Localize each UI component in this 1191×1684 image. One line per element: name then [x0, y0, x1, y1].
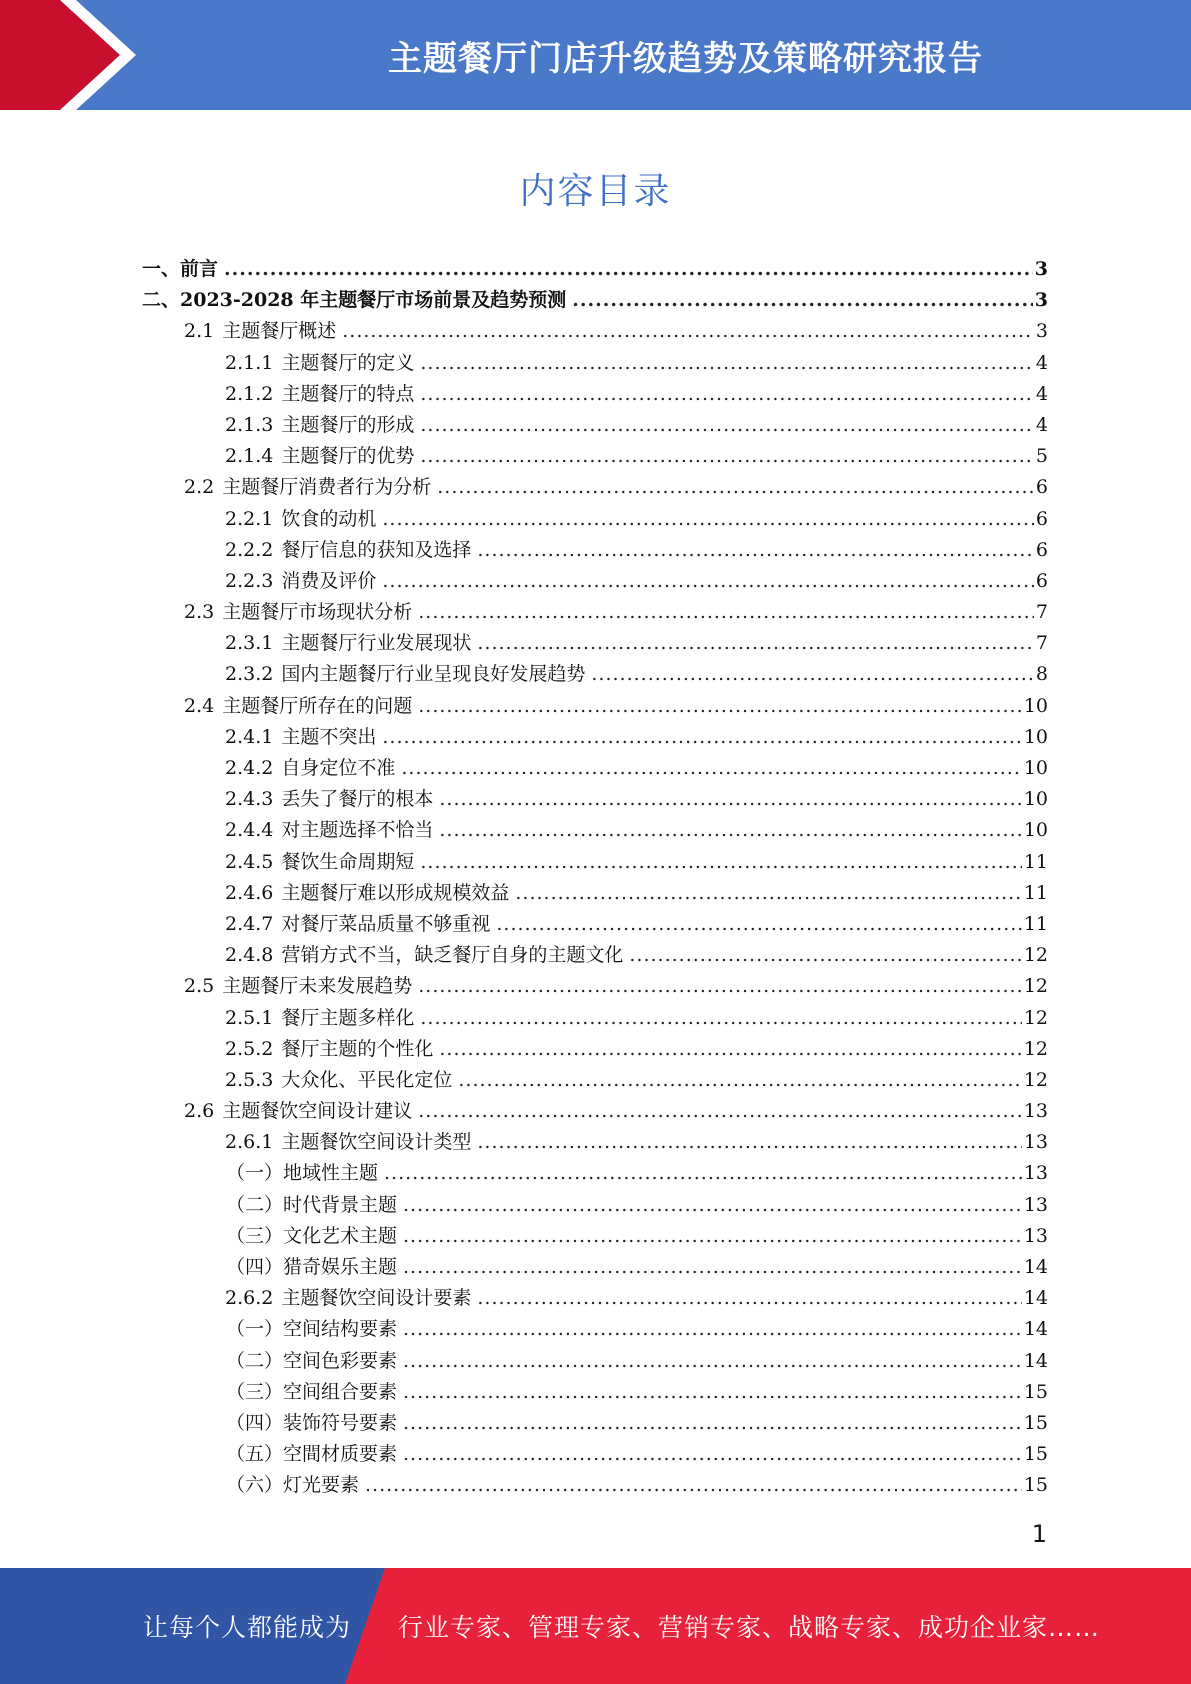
toc-entry-label: 饮食的动机 — [281, 507, 377, 530]
toc-entry[interactable] — [142, 940, 1048, 971]
toc-entry-page: 13 — [1023, 1193, 1048, 1216]
toc-entry-page: 10 — [1023, 788, 1048, 811]
toc-dot-leader — [418, 691, 1022, 722]
toc-entry-page: 11 — [1023, 881, 1048, 904]
toc-entry[interactable] — [142, 1034, 1048, 1065]
toc-entry[interactable] — [142, 472, 1048, 503]
toc-entry-label: （六）灯光要素 — [226, 1474, 360, 1497]
toc-entry-number: 2.4.6 — [225, 881, 274, 904]
toc-entry-number: 2.4.7 — [225, 912, 274, 935]
toc-entry-page: 14 — [1023, 1349, 1048, 1372]
toc-entry-page: 13 — [1023, 1162, 1048, 1185]
toc-entry-number: 2.6.2 — [225, 1287, 274, 1310]
toc-entry-label: 主题餐厅概述 — [222, 320, 337, 343]
toc-entry-label: 餐饮生命周期短 — [281, 850, 415, 873]
toc-dot-leader — [496, 909, 1021, 940]
toc-heading: 内容目录 — [519, 171, 672, 212]
toc-entry-page: 4 — [1035, 351, 1048, 374]
toc-entry-label: （三）文化艺术主题 — [226, 1224, 398, 1247]
toc-entry-page: 5 — [1035, 445, 1048, 468]
toc-dot-leader — [365, 1470, 1022, 1501]
toc-entry[interactable] — [142, 722, 1048, 753]
toc-entry-page: 11 — [1023, 912, 1048, 935]
toc-dot-leader — [439, 815, 1021, 846]
toc-entry-page: 4 — [1035, 382, 1048, 405]
toc-entry-page: 4 — [1035, 413, 1048, 436]
toc-entry-label: 自身定位不准 — [281, 757, 396, 779]
toc-entry-number: 2.2 — [184, 476, 215, 499]
toc-entry-page: 3 — [1035, 320, 1048, 343]
toc-dot-leader — [403, 1377, 1022, 1408]
toc-dot-leader — [418, 1096, 1022, 1127]
toc-entry-number: 2.4 — [184, 694, 215, 717]
toc-entry[interactable] — [142, 847, 1048, 878]
toc-entry-number: 2.2.3 — [225, 569, 274, 592]
toc-entry-label: 对餐厅菜品质量不够重视 — [281, 912, 491, 935]
toc-entry-number: 2.2.1 — [225, 507, 274, 530]
toc-entry-page: 13 — [1023, 1100, 1048, 1123]
toc-entry[interactable] — [142, 753, 1048, 784]
toc-entry-label: 主题餐饮空间设计建议 — [222, 1100, 413, 1123]
toc-dot-leader — [477, 1127, 1021, 1158]
toc-entry[interactable] — [142, 535, 1048, 566]
toc-entry[interactable] — [142, 1065, 1048, 1096]
toc-entry-page: 13 — [1023, 1131, 1048, 1154]
toc-entry[interactable] — [142, 504, 1048, 535]
toc-entry-number: 2.6.1 — [225, 1131, 274, 1154]
toc-entry[interactable] — [142, 1439, 1048, 1470]
toc-entry-label: 二、2023-2028 年主题餐厅市场前景及趋势预测 — [142, 289, 567, 312]
toc-entry[interactable] — [142, 597, 1048, 628]
toc-entry[interactable] — [142, 878, 1048, 909]
toc-entry-page: 7 — [1035, 601, 1048, 624]
toc-entry[interactable] — [142, 1252, 1048, 1283]
toc-entry[interactable] — [142, 1003, 1048, 1034]
toc-entry-label: 大众化、平民化定位 — [281, 1068, 453, 1091]
toc-entry-number: 2.4.2 — [225, 757, 274, 779]
toc-entry[interactable] — [142, 1158, 1048, 1189]
toc-entry-page: 10 — [1023, 725, 1048, 748]
toc-entry-number: 2.5.2 — [225, 1037, 274, 1060]
toc-entry[interactable] — [142, 566, 1048, 597]
toc-entry-number: 2.1.3 — [225, 413, 274, 436]
toc-entry-label: （一）地域性主题 — [226, 1162, 379, 1185]
toc-entry-label: 主题餐厅难以形成规模效益 — [281, 881, 510, 904]
toc-entry-label: （二）空间色彩要素 — [226, 1349, 398, 1372]
toc-entry-label: 国内主题餐厅行业呈现良好发展趋势 — [281, 663, 586, 686]
toc-dot-leader — [403, 1439, 1022, 1470]
footer-slogan-right: 行业专家、管理专家、营销专家、战略专家、成功企业家…… — [398, 1613, 1101, 1642]
toc-entry-number: 2.4.3 — [225, 788, 274, 811]
toc-entry-number: 2.5.1 — [225, 1006, 274, 1029]
toc-entry[interactable] — [142, 379, 1048, 410]
toc-entry-page: 12 — [1023, 975, 1048, 998]
toc-entry-page: 6 — [1035, 538, 1048, 561]
toc-entry-label: （一）空间结构要素 — [226, 1318, 398, 1341]
toc-entry[interactable] — [142, 1377, 1048, 1408]
toc-dot-leader — [382, 566, 1034, 597]
toc-entry-number: 2.1.1 — [225, 351, 274, 374]
page-number: 1 — [1031, 1520, 1047, 1548]
toc-dot-leader — [401, 753, 1021, 784]
toc-dot-leader — [418, 971, 1022, 1002]
toc-dot-leader — [403, 1252, 1022, 1283]
toc-entry-number: 2.5 — [184, 975, 215, 998]
toc-entry-number: 2.6 — [184, 1100, 215, 1123]
toc-dot-leader — [382, 722, 1021, 753]
toc-entry[interactable] — [142, 1283, 1048, 1314]
toc-entry-number: 2.3.2 — [225, 663, 274, 686]
toc-entry-label: 丢失了餐厅的根本 — [281, 788, 434, 811]
toc-dot-leader — [458, 1065, 1021, 1096]
toc-entry-number: 2.1 — [184, 320, 215, 343]
toc-entry-page: 13 — [1023, 1224, 1048, 1247]
toc-entry-label: 一、前言 — [142, 258, 219, 280]
toc-entry[interactable] — [142, 285, 1048, 316]
toc-dot-leader — [420, 1003, 1021, 1034]
toc-entry-page: 10 — [1023, 819, 1048, 842]
toc-entry-number: 2.3.1 — [225, 632, 274, 655]
toc-entry-page: 3 — [1034, 289, 1048, 312]
toc-dot-leader — [403, 1346, 1022, 1377]
toc-entry[interactable] — [142, 1408, 1048, 1439]
toc-entry[interactable] — [142, 441, 1048, 472]
toc-entry[interactable] — [142, 1470, 1048, 1501]
toc-dot-leader — [420, 379, 1034, 410]
toc-entry[interactable] — [142, 1346, 1048, 1377]
toc-entry-page: 15 — [1023, 1443, 1048, 1466]
toc-entry-page: 6 — [1035, 569, 1048, 592]
toc-entry-label: 主题餐饮空间设计要素 — [281, 1287, 472, 1310]
toc-entry-page: 12 — [1023, 944, 1048, 967]
toc-entry-page: 12 — [1023, 1068, 1048, 1091]
toc-entry-label: 主题餐饮空间设计类型 — [281, 1131, 472, 1154]
toc-dot-leader — [437, 472, 1034, 503]
toc-entry-page: 14 — [1023, 1318, 1048, 1341]
toc-entry[interactable] — [142, 316, 1048, 347]
toc-entry-number: 2.3 — [184, 601, 215, 624]
toc-entry-number: 2.4.4 — [225, 819, 274, 842]
toc-dot-leader — [403, 1221, 1022, 1252]
toc-dot-leader — [382, 504, 1034, 535]
toc-dot-leader — [477, 1283, 1021, 1314]
toc-entry[interactable] — [142, 628, 1048, 659]
toc-dot-leader — [342, 316, 1034, 347]
toc-entry-label: 主题餐厅所存在的问题 — [222, 694, 413, 717]
toc-entry-label: 餐厅信息的获知及选择 — [281, 538, 472, 561]
report-title: 主题餐厅门店升级趋势及策略研究报告 — [388, 38, 983, 79]
toc-entry-number: 2.4.5 — [225, 850, 274, 873]
toc-entry[interactable] — [142, 971, 1048, 1002]
toc-entry[interactable] — [142, 1314, 1048, 1345]
toc-dot-leader — [420, 348, 1034, 379]
toc-dot-leader — [572, 285, 1033, 316]
toc-dot-leader — [477, 628, 1034, 659]
toc-entry-label: 主题餐厅未来发展趋势 — [222, 975, 413, 998]
toc-dot-leader — [439, 784, 1021, 815]
toc-entry-label: 餐厅主题多样化 — [281, 1006, 415, 1029]
footer-slogan-left: 让每个人都能成为 — [143, 1613, 352, 1642]
toc-entry-number: 2.1.2 — [225, 382, 274, 405]
toc-entry-page: 7 — [1035, 632, 1048, 655]
toc-dot-leader — [384, 1158, 1022, 1189]
toc-dot-leader — [515, 878, 1021, 909]
toc-entry-page: 10 — [1023, 757, 1048, 779]
toc-entry[interactable] — [142, 1190, 1048, 1221]
toc-entry-label: （二）时代背景主题 — [226, 1193, 398, 1216]
toc-entry-label: 主题餐厅的形成 — [281, 413, 415, 436]
toc-entry-page: 15 — [1023, 1474, 1048, 1497]
toc-entry-page: 12 — [1023, 1006, 1048, 1029]
toc-entry-label: 餐厅主题的个性化 — [281, 1037, 434, 1060]
toc-dot-leader — [420, 847, 1021, 878]
toc-dot-leader — [403, 1408, 1022, 1439]
toc-entry-page: 6 — [1035, 476, 1048, 499]
toc-entry-page: 14 — [1023, 1287, 1048, 1310]
toc-entry-label: 主题餐厅市场现状分析 — [222, 601, 413, 624]
toc-dot-leader — [420, 410, 1034, 441]
toc-entry[interactable] — [142, 1127, 1048, 1158]
toc-entry-label: 主题不突出 — [281, 725, 377, 748]
toc-dot-leader — [418, 597, 1034, 628]
toc-dot-leader — [420, 441, 1034, 472]
toc-dot-leader — [403, 1314, 1022, 1345]
toc-entry-number: 2.5.3 — [225, 1068, 274, 1091]
toc-entry[interactable] — [142, 348, 1048, 379]
toc-entry-page: 14 — [1023, 1256, 1048, 1278]
toc-dot-leader — [439, 1034, 1021, 1065]
toc-entry[interactable] — [142, 691, 1048, 722]
toc-entry[interactable] — [142, 784, 1048, 815]
header-chevron-icon — [0, 0, 160, 110]
toc-entry-label: （五）空間材质要素 — [226, 1443, 398, 1466]
toc-entry-page: 12 — [1023, 1037, 1048, 1060]
toc-dot-leader — [224, 254, 1033, 285]
toc-entry-label: 营销方式不当，缺乏餐厅自身的主题文化 — [281, 944, 624, 967]
toc-dot-leader — [477, 535, 1034, 566]
toc-entry-label: 主题餐厅的优势 — [281, 445, 415, 468]
toc-entry-page: 6 — [1035, 507, 1048, 530]
toc-entry-page: 3 — [1034, 258, 1048, 280]
toc-entry-label: （三）空间组合要素 — [226, 1380, 398, 1403]
toc-entry-number: 2.4.1 — [225, 725, 274, 748]
toc-entry[interactable] — [142, 815, 1048, 846]
toc-entry-page: 11 — [1023, 850, 1048, 873]
toc-entry[interactable] — [142, 909, 1048, 940]
toc-entry[interactable] — [142, 410, 1048, 441]
toc-entry-label: 主题餐厅消费者行为分析 — [222, 476, 432, 499]
toc-entry-label: 主题餐厅的定义 — [281, 351, 415, 374]
toc-entry[interactable] — [142, 1096, 1048, 1127]
toc-entry-number: 2.2.2 — [225, 538, 274, 561]
toc-entry-page: 15 — [1023, 1380, 1048, 1403]
toc-entry[interactable] — [142, 659, 1048, 690]
toc-entry-label: 主题餐厅的特点 — [281, 382, 415, 405]
toc-entry-page: 15 — [1023, 1411, 1048, 1434]
toc-entry[interactable] — [142, 254, 1048, 285]
toc-entry-label: （四）猎奇娱乐主题 — [226, 1256, 398, 1278]
toc-entry-number: 2.4.8 — [225, 944, 274, 967]
toc-dot-leader — [591, 659, 1034, 690]
toc-entry[interactable] — [142, 1221, 1048, 1252]
footer-band — [0, 1568, 1191, 1684]
toc-entry-label: 对主题选择不恰当 — [281, 819, 434, 842]
toc-entry-number: 2.1.4 — [225, 445, 274, 468]
toc-entry-page: 10 — [1023, 694, 1048, 717]
toc-entry-label: 消费及评价 — [281, 569, 377, 592]
toc-dot-leader — [403, 1190, 1022, 1221]
header-band — [0, 0, 1191, 110]
toc-entry-label: 主题餐厅行业发展现状 — [281, 632, 472, 655]
table-of-contents — [142, 254, 1048, 1502]
toc-entry-label: （四）装饰符号要素 — [226, 1411, 398, 1434]
toc-entry-page: 8 — [1035, 663, 1048, 686]
toc-dot-leader — [629, 940, 1021, 971]
